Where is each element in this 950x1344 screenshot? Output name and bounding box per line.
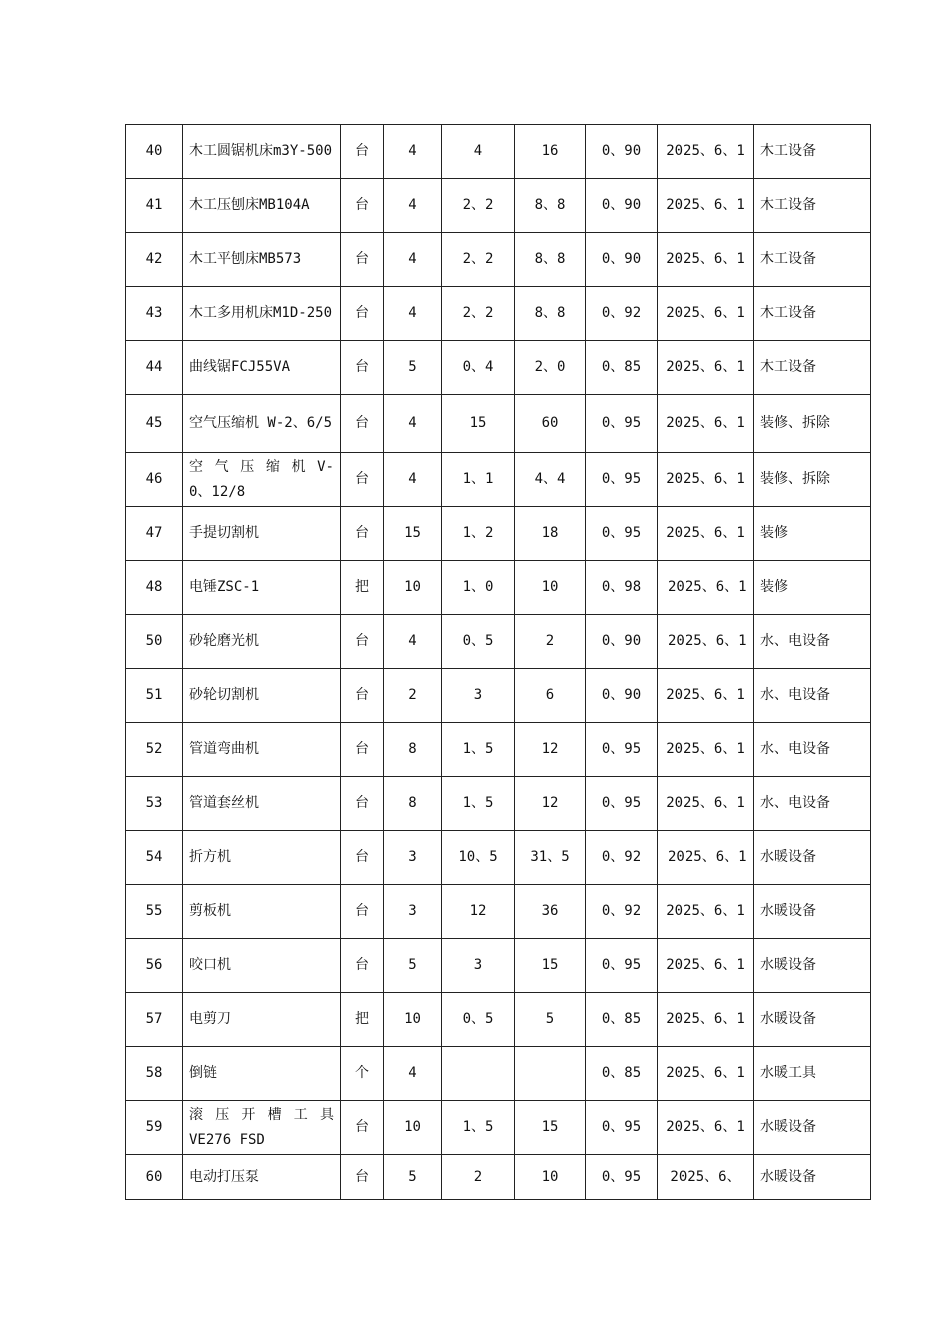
cell-usage: 水暖设备 [754,939,871,993]
cell-number: 53 [126,777,183,831]
cell-number: 42 [126,233,183,287]
cell-usage: 水、电设备 [754,669,871,723]
cell-coefficient: 0、92 [586,885,658,939]
cell-quantity: 4 [384,125,442,179]
cell-number: 40 [126,125,183,179]
table-row [126,233,871,287]
cell-date: 2025、6、1 [658,1101,754,1155]
cell-total-power: 8、8 [515,233,586,287]
cell-power: 2 [442,1155,515,1200]
cell-usage: 木工设备 [754,125,871,179]
cell-total-power: 15 [515,1101,586,1155]
cell-coefficient: 0、95 [586,507,658,561]
cell-unit: 台 [341,287,384,341]
cell-coefficient: 0、95 [586,939,658,993]
cell-equipment-name: 管道套丝机 [183,777,341,831]
table-row [126,939,871,993]
cell-usage: 装修、拆除 [754,395,871,453]
cell-total-power: 31、5 [515,831,586,885]
cell-usage: 水暖设备 [754,885,871,939]
cell-unit: 台 [341,669,384,723]
cell-usage: 木工设备 [754,287,871,341]
cell-power: 0、5 [442,615,515,669]
cell-number: 41 [126,179,183,233]
table-row [126,507,871,561]
cell-total-power: 16 [515,125,586,179]
cell-date: 2025、6、1 [658,561,754,615]
cell-date: 2025、6、1 [658,885,754,939]
cell-unit: 台 [341,395,384,453]
cell-total-power: 12 [515,723,586,777]
cell-number: 60 [126,1155,183,1200]
cell-coefficient: 0、90 [586,179,658,233]
cell-unit: 台 [341,125,384,179]
cell-usage: 水暖设备 [754,1155,871,1200]
cell-number: 54 [126,831,183,885]
cell-total-power: 2、0 [515,341,586,395]
cell-date: 2025、6、1 [658,993,754,1047]
cell-unit: 台 [341,233,384,287]
cell-coefficient: 0、95 [586,395,658,453]
cell-number: 59 [126,1101,183,1155]
cell-usage: 木工设备 [754,341,871,395]
cell-number: 47 [126,507,183,561]
cell-date: 2025、6、1 [658,777,754,831]
cell-equipment-name: 剪板机 [183,885,341,939]
cell-usage: 水、电设备 [754,723,871,777]
cell-unit: 把 [341,993,384,1047]
cell-power: 1、5 [442,723,515,777]
cell-total-power: 10 [515,561,586,615]
cell-power [442,1047,515,1101]
table-row [126,453,871,507]
table-row [126,287,871,341]
cell-quantity: 4 [384,179,442,233]
cell-equipment-name: 手提切割机 [183,507,341,561]
table-row [126,341,871,395]
cell-total-power: 5 [515,993,586,1047]
cell-unit: 台 [341,1155,384,1200]
table-row [126,1155,871,1200]
cell-number: 52 [126,723,183,777]
table-row [126,723,871,777]
cell-total-power: 2 [515,615,586,669]
cell-coefficient: 0、95 [586,723,658,777]
cell-power: 0、4 [442,341,515,395]
cell-number: 48 [126,561,183,615]
table-row [126,885,871,939]
cell-date: 2025、6、1 [658,179,754,233]
cell-date: 2025、6、1 [658,453,754,507]
cell-coefficient: 0、85 [586,1047,658,1101]
cell-usage: 装修、拆除 [754,453,871,507]
cell-equipment-name: 电剪刀 [183,993,341,1047]
cell-power: 2、2 [442,233,515,287]
cell-number: 50 [126,615,183,669]
cell-number: 56 [126,939,183,993]
cell-equipment-name: 空 气 压 缩 机 V-0、12/8 [183,453,341,507]
cell-quantity: 4 [384,395,442,453]
cell-power: 15 [442,395,515,453]
cell-power: 2、2 [442,179,515,233]
cell-coefficient: 0、95 [586,1155,658,1200]
cell-quantity: 4 [384,287,442,341]
cell-equipment-name: 曲线锯FCJ55VA [183,341,341,395]
table-row [126,395,871,453]
cell-total-power: 12 [515,777,586,831]
cell-unit: 台 [341,179,384,233]
cell-power: 1、5 [442,777,515,831]
cell-usage: 木工设备 [754,233,871,287]
cell-usage: 水、电设备 [754,615,871,669]
table-body [126,125,871,1200]
cell-total-power: 36 [515,885,586,939]
table-row [126,777,871,831]
cell-quantity: 15 [384,507,442,561]
cell-power: 0、5 [442,993,515,1047]
cell-usage: 水暖设备 [754,993,871,1047]
cell-quantity: 5 [384,939,442,993]
cell-date: 2025、6、1 [658,341,754,395]
cell-total-power: 10 [515,1155,586,1200]
cell-equipment-name: 电锤ZSC-1 [183,561,341,615]
cell-date: 2025、6、1 [658,615,754,669]
cell-quantity: 5 [384,341,442,395]
cell-total-power: 15 [515,939,586,993]
cell-coefficient: 0、92 [586,831,658,885]
cell-usage: 水暖工具 [754,1047,871,1101]
cell-coefficient: 0、95 [586,453,658,507]
cell-coefficient: 0、95 [586,1101,658,1155]
cell-usage: 水暖设备 [754,1101,871,1155]
cell-equipment-name: 电动打压泵 [183,1155,341,1200]
cell-usage: 水暖设备 [754,831,871,885]
cell-quantity: 10 [384,1101,442,1155]
cell-equipment-name: 木工平刨床MB573 [183,233,341,287]
cell-equipment-name: 空气压缩机 W-2、6/5 [183,395,341,453]
cell-coefficient: 0、95 [586,777,658,831]
cell-unit: 台 [341,885,384,939]
cell-total-power: 8、8 [515,179,586,233]
cell-equipment-name: 管道弯曲机 [183,723,341,777]
cell-quantity: 4 [384,1047,442,1101]
cell-total-power: 18 [515,507,586,561]
cell-total-power: 6 [515,669,586,723]
cell-number: 45 [126,395,183,453]
cell-equipment-name: 倒链 [183,1047,341,1101]
cell-date: 2025、6、1 [658,125,754,179]
cell-unit: 台 [341,939,384,993]
cell-coefficient: 0、90 [586,125,658,179]
cell-quantity: 10 [384,561,442,615]
cell-number: 55 [126,885,183,939]
cell-equipment-name: 滚 压 开 槽 工 具 VE276 FSD [183,1101,341,1155]
cell-equipment-name: 木工多用机床M1D-250 [183,287,341,341]
cell-usage: 水、电设备 [754,777,871,831]
cell-coefficient: 0、85 [586,993,658,1047]
table-row [126,669,871,723]
cell-unit: 台 [341,831,384,885]
cell-power: 1、2 [442,507,515,561]
cell-equipment-name: 木工圆锯机床m3Y-500 [183,125,341,179]
cell-total-power [515,1047,586,1101]
cell-coefficient: 0、92 [586,287,658,341]
cell-quantity: 3 [384,885,442,939]
cell-usage: 木工设备 [754,179,871,233]
cell-equipment-name: 木工压刨床MB104A [183,179,341,233]
cell-unit: 台 [341,341,384,395]
cell-quantity: 10 [384,993,442,1047]
cell-number: 44 [126,341,183,395]
table-row [126,1101,871,1155]
cell-power: 2、2 [442,287,515,341]
cell-quantity: 5 [384,1155,442,1200]
cell-number: 46 [126,453,183,507]
table-row [126,179,871,233]
cell-date: 2025、6、1 [658,395,754,453]
cell-number: 43 [126,287,183,341]
cell-equipment-name: 咬口机 [183,939,341,993]
cell-quantity: 8 [384,777,442,831]
cell-number: 51 [126,669,183,723]
cell-quantity: 3 [384,831,442,885]
cell-usage: 装修 [754,507,871,561]
table-row [126,831,871,885]
cell-unit: 台 [341,723,384,777]
equipment-table [125,124,871,1200]
table-row [126,993,871,1047]
cell-power: 1、0 [442,561,515,615]
cell-unit: 把 [341,561,384,615]
cell-date: 2025、6、1 [658,723,754,777]
cell-coefficient: 0、98 [586,561,658,615]
cell-unit: 个 [341,1047,384,1101]
cell-coefficient: 0、85 [586,341,658,395]
cell-date: 2025、6、1 [658,233,754,287]
cell-unit: 台 [341,777,384,831]
cell-unit: 台 [341,615,384,669]
cell-power: 4 [442,125,515,179]
cell-coefficient: 0、90 [586,615,658,669]
cell-number: 57 [126,993,183,1047]
cell-usage: 装修 [754,561,871,615]
cell-date: 2025、6、1 [658,1047,754,1101]
table-row [126,615,871,669]
cell-date: 2025、6、1 [658,939,754,993]
cell-power: 1、1 [442,453,515,507]
cell-coefficient: 0、90 [586,669,658,723]
cell-date: 2025、6、1 [658,669,754,723]
cell-date: 2025、6、 [658,1155,754,1200]
cell-power: 3 [442,669,515,723]
table-row [126,125,871,179]
cell-unit: 台 [341,1101,384,1155]
cell-number: 58 [126,1047,183,1101]
cell-equipment-name: 折方机 [183,831,341,885]
cell-quantity: 8 [384,723,442,777]
cell-total-power: 60 [515,395,586,453]
cell-equipment-name: 砂轮磨光机 [183,615,341,669]
table-row [126,1047,871,1101]
cell-total-power: 4、4 [515,453,586,507]
cell-total-power: 8、8 [515,287,586,341]
cell-quantity: 4 [384,233,442,287]
cell-equipment-name: 砂轮切割机 [183,669,341,723]
cell-power: 3 [442,939,515,993]
cell-power: 12 [442,885,515,939]
cell-quantity: 4 [384,453,442,507]
cell-date: 2025、6、1 [658,507,754,561]
cell-power: 10、5 [442,831,515,885]
cell-unit: 台 [341,507,384,561]
cell-quantity: 2 [384,669,442,723]
cell-date: 2025、6、1 [658,287,754,341]
cell-unit: 台 [341,453,384,507]
cell-quantity: 4 [384,615,442,669]
cell-date: 2025、6、1 [658,831,754,885]
cell-power: 1、5 [442,1101,515,1155]
cell-coefficient: 0、90 [586,233,658,287]
table-row [126,561,871,615]
